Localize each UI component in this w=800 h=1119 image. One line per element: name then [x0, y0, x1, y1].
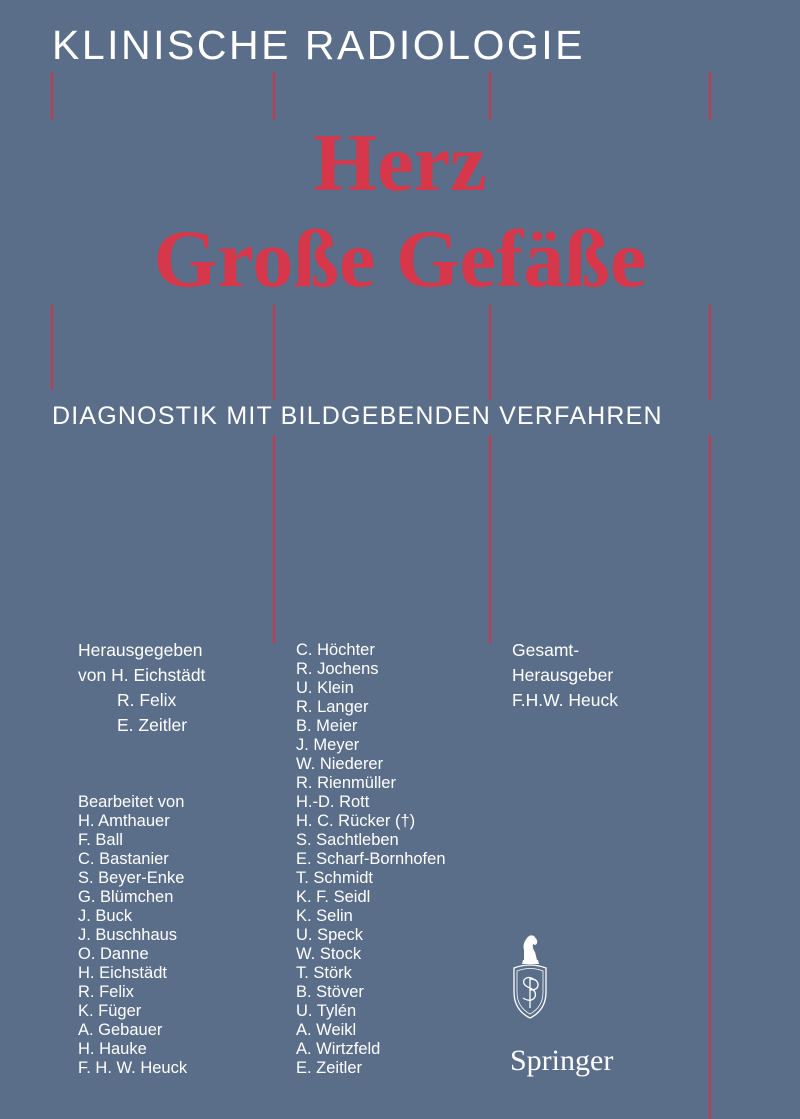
book-subtitle: DIAGNOSTIK MIT BILDGEBENDEN VERFAHREN: [52, 402, 663, 430]
contributor-name: T. Störk: [296, 964, 352, 982]
contributor-name: O. Danne: [78, 945, 149, 963]
contributor-name: G. Blümchen: [78, 888, 174, 906]
contributor-name: U. Speck: [296, 926, 363, 944]
contributor-name: K. Selin: [296, 907, 353, 925]
divider-line-mid-right: [489, 305, 491, 400]
divider-line-mid-left: [273, 305, 275, 400]
contributor-name: J. Buschhaus: [78, 926, 178, 944]
contributor-name: R. Rienmüller: [296, 774, 396, 792]
contributor-name: H. Eichstädt: [78, 964, 167, 982]
divider-line-mid-left: [273, 435, 275, 643]
contributor-name: U. Tylén: [296, 1002, 357, 1020]
contributor-name: K. Füger: [78, 1002, 142, 1020]
contributor-name: S. Sachtleben: [296, 831, 399, 849]
general-editor-line: Gesamt-: [512, 640, 580, 660]
contributor-name: R. Felix: [78, 983, 134, 1001]
divider-line-right: [709, 435, 711, 1119]
contributor-name: U. Klein: [296, 679, 354, 697]
contributor-name: C. Bastanier: [78, 850, 169, 868]
contributor-name: A. Gebauer: [78, 1021, 163, 1039]
general-editor-line: Herausgeber: [512, 665, 614, 685]
editors-line: Herausgegeben: [78, 640, 203, 660]
contributors-column-2: [296, 641, 446, 1078]
divider-line-left: [51, 72, 53, 120]
book-title-line1: Herz: [313, 117, 487, 208]
publisher-name: Springer: [510, 1044, 614, 1077]
divider-line-mid-right: [489, 72, 491, 120]
general-editor-line: F.H.W. Heuck: [512, 690, 618, 710]
springer-knight-icon: [508, 932, 552, 1022]
general-editor-block: [512, 638, 618, 713]
book-title-line2: Große Gefäße: [153, 213, 647, 304]
contributor-name: E. Zeitler: [296, 1059, 363, 1077]
contributor-name: A. Weikl: [296, 1021, 357, 1039]
contributor-name: C. Höchter: [296, 641, 375, 659]
contributor-name: F. Ball: [78, 831, 123, 849]
contributor-name: R. Jochens: [296, 660, 379, 678]
editors-line: R. Felix: [117, 690, 177, 710]
contributors-column-1: [78, 793, 187, 1078]
contributor-name: T. Schmidt: [296, 869, 374, 887]
contributor-name: A. Wirtzfeld: [296, 1040, 381, 1058]
contributor-name: H. C. Rücker (†): [296, 812, 416, 830]
contributor-name: W. Niederer: [296, 755, 384, 773]
contributor-name: B. Meier: [296, 717, 358, 735]
editors-block: [78, 638, 205, 738]
contributor-name: H. Hauke: [78, 1040, 147, 1058]
contributor-name: H. Amthauer: [78, 812, 170, 830]
divider-line-right: [709, 72, 711, 120]
contributors-heading: Bearbeitet von: [78, 793, 185, 811]
contributor-name: B. Stöver: [296, 983, 364, 1001]
divider-line-left: [51, 305, 53, 390]
contributor-name: S. Beyer-Enke: [78, 869, 185, 887]
contributor-name: R. Langer: [296, 698, 369, 716]
editors-line: E. Zeitler: [117, 715, 188, 735]
contributor-name: F. H. W. Heuck: [78, 1059, 188, 1077]
series-title: KLINISCHE RADIOLOGIE: [52, 22, 586, 68]
contributor-name: W. Stock: [296, 945, 362, 963]
divider-line-mid-left: [273, 72, 275, 120]
divider-line-mid-right: [489, 435, 491, 643]
contributor-name: J. Meyer: [296, 736, 360, 754]
contributor-name: K. F. Seidl: [296, 888, 371, 906]
editors-line: von H. Eichstädt: [78, 665, 206, 685]
contributor-name: J. Buck: [78, 907, 133, 925]
contributor-name: E. Scharf-Bornhofen: [296, 850, 446, 868]
divider-line-right: [709, 305, 711, 400]
contributor-name: H.-D. Rott: [296, 793, 370, 811]
